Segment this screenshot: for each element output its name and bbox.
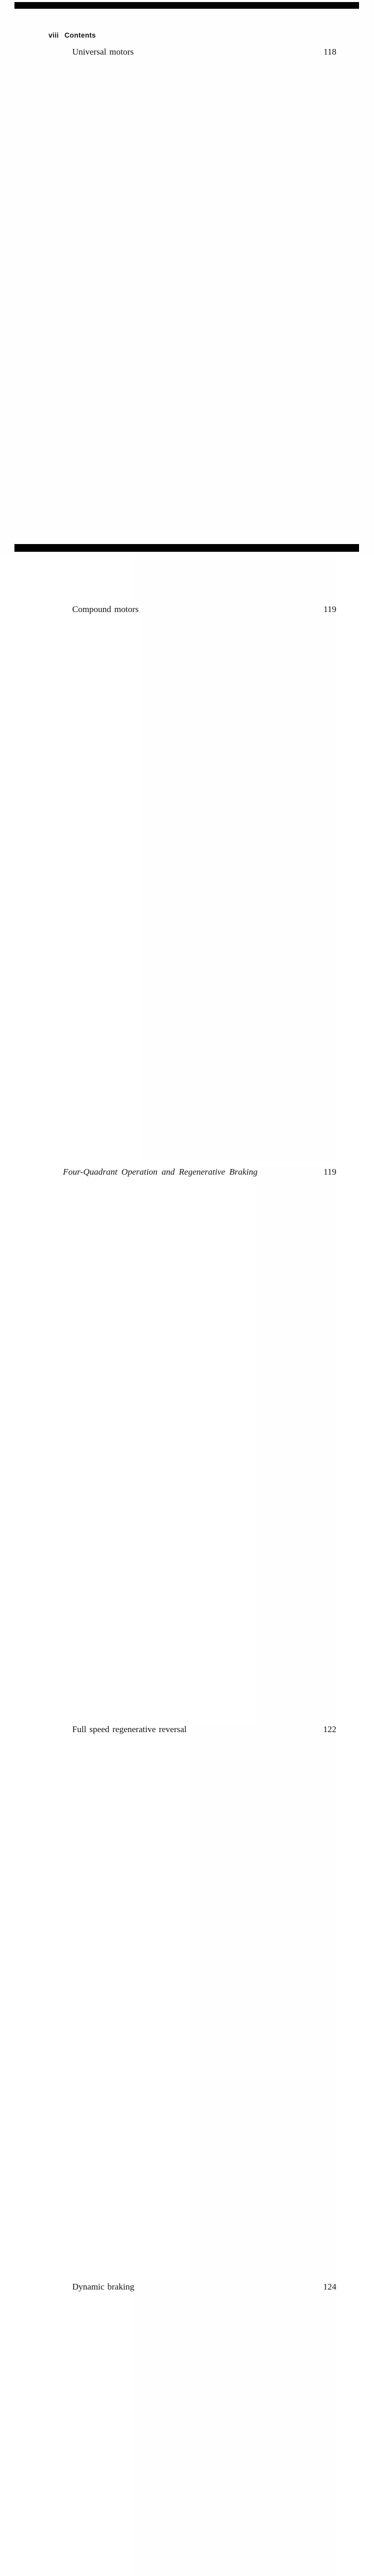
toc-entry-label: Universal motors xyxy=(72,47,134,57)
page-title: Contents xyxy=(64,31,96,39)
toc-entry-page: 119 xyxy=(139,604,336,1161)
toc-entry-row xyxy=(48,1166,336,1724)
toc-entry-label: Dynamic braking xyxy=(72,2282,135,2292)
running-header xyxy=(48,31,96,39)
toc-entry-row xyxy=(48,1724,336,2281)
page-folio: viii xyxy=(48,31,59,39)
toc-entry-row xyxy=(48,604,336,1161)
toc-entry-label: Compound motors xyxy=(72,604,139,614)
toc-entry-page: 118 xyxy=(134,46,336,604)
toc-entry-page: 119 xyxy=(257,1166,336,1724)
top-scan-bar xyxy=(14,2,359,9)
toc-list xyxy=(48,46,336,2576)
toc-entry-row xyxy=(48,2281,336,2576)
toc-entry-page: 122 xyxy=(187,1724,336,2281)
toc-entry-page: 124 xyxy=(134,2281,336,2576)
toc-entry-label: Four-Quadrant Operation and Regenerative Braking xyxy=(63,1167,258,1177)
toc-entry-label: Full speed regenerative reversal xyxy=(72,1724,187,1734)
bottom-scan-bar xyxy=(14,544,359,552)
toc-entry-row xyxy=(48,46,336,604)
